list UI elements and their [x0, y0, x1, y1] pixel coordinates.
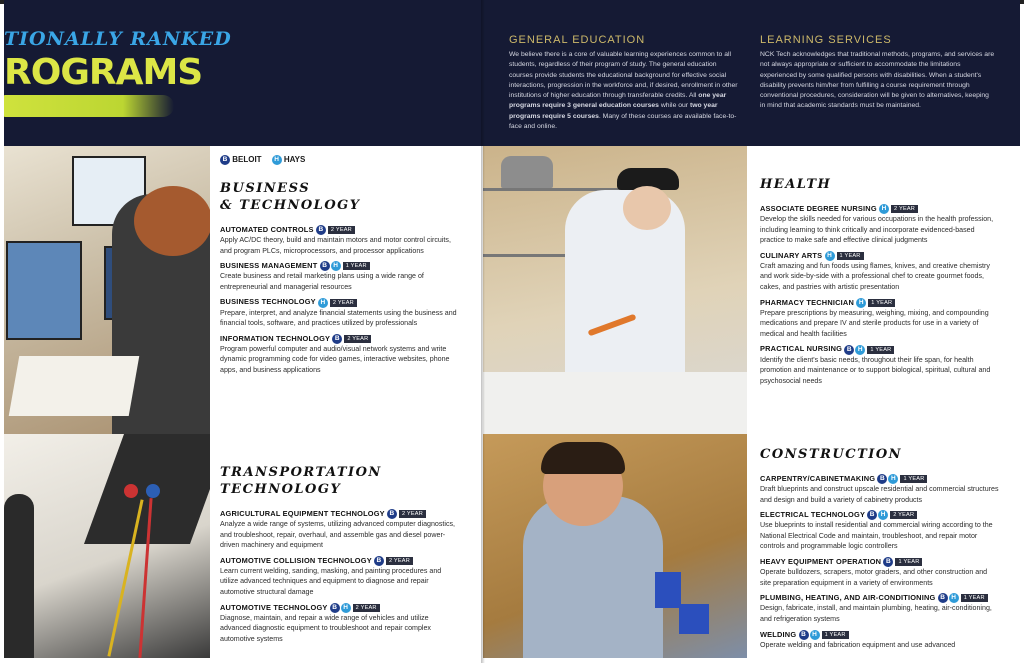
hero-line-2: ROGRAMS — [4, 52, 203, 93]
program-description: Design, fabricate, install, and maintain plumbing, heating, air-conditioning, and refrigeration systems — [760, 604, 992, 623]
beloit-campus-badge: B — [938, 593, 948, 603]
program-description: Craft amazing and fun foods using flames, knives, and creative chemistry and work side-by-side with a professional chef to create gourmet foods, cakes, and pastries with artistic presentation — [760, 261, 990, 292]
section-spacer — [220, 214, 460, 220]
program-name — [220, 334, 460, 344]
program-description: Identify the client's basic needs, throughout their life span, for health promotion and maintenance or to support biological, spiritual, cultural and psychosocial needs — [760, 355, 991, 385]
program-name — [760, 510, 1000, 520]
hays-campus-badge: H — [810, 630, 820, 640]
beloit-campus-badge: B — [316, 225, 326, 235]
program-name — [220, 509, 460, 519]
program-description: Program powerful computer and audio/visual network systems and write dynamic programming code for video games, interactive websites, phone apps, and business applications — [220, 344, 450, 374]
program-length-badge: 1 YEAR — [868, 299, 895, 307]
computer-lab-photo — [4, 146, 210, 434]
program-length-badge: 2 YEAR — [344, 335, 371, 343]
beloit-campus-badge: B — [867, 510, 877, 520]
hays-badge: H — [272, 155, 282, 165]
hays-campus-badge: H — [856, 298, 866, 308]
hvac-photo — [4, 434, 210, 658]
program-description: Operate welding and fabrication equipment and use advanced — [760, 640, 956, 649]
program-description: Apply AC/DC theory, build and maintain motors and motor control circuits, and program PLCs, microprocessors, and processor applications — [220, 236, 451, 255]
chef-face — [623, 186, 671, 230]
program-name — [220, 225, 460, 235]
electrical-photo — [483, 434, 747, 658]
program-length-badge: 2 YEAR — [399, 510, 426, 518]
hays-campus-badge: H — [341, 603, 351, 613]
program-length-badge: 1 YEAR — [837, 252, 864, 260]
program-title: PRACTICAL NURSING — [760, 344, 843, 354]
beloit-campus-badge: B — [330, 603, 340, 613]
transportation-section-title: TRANSPORTATION TECHNOLOGY — [220, 465, 382, 497]
electrical-box-icon — [655, 572, 681, 608]
hays-campus-badge: H — [878, 510, 888, 520]
program-name — [760, 298, 1000, 308]
program-title: AUTOMOTIVE COLLISION TECHNOLOGY — [220, 555, 372, 565]
section-spacer — [220, 498, 460, 504]
program-length-badge: 2 YEAR — [330, 299, 357, 307]
program-length-badge: 1 YEAR — [867, 346, 894, 354]
program-length-badge: 1 YEAR — [900, 475, 927, 483]
program-name — [760, 204, 1000, 214]
beloit-campus-badge: B — [883, 557, 893, 567]
hays-campus-badge: H — [855, 345, 865, 355]
program-name — [220, 603, 460, 613]
program-name — [760, 593, 1000, 603]
red-gauge-icon — [124, 484, 138, 498]
campus-legend — [220, 155, 305, 165]
transportation-technology-section — [220, 464, 460, 644]
program-title: AUTOMATED CONTROLS — [220, 225, 314, 234]
hays-campus-badge: H — [888, 474, 898, 484]
program-title: HEAVY EQUIPMENT OPERATION — [760, 557, 882, 567]
notebook — [9, 356, 140, 416]
beloit-campus-badge: B — [799, 630, 809, 640]
program-length-badge: 1 YEAR — [961, 594, 988, 602]
program-length-badge: 2 YEAR — [890, 511, 917, 519]
computer-monitor — [6, 241, 82, 340]
program-title: CULINARY ARTS — [760, 250, 823, 260]
construction-section-title: CONSTRUCTION — [760, 447, 903, 462]
counter — [483, 372, 747, 434]
beloit-campus-badge: B — [332, 334, 342, 344]
hays-campus-badge: H — [331, 261, 341, 271]
legend-hays: H HAYS — [272, 155, 306, 165]
student-hair — [134, 186, 210, 256]
program-description: Analyze a wide range of systems, utilizing advanced computer diagnostics, and troubleshoot, repair, overhaul, and assemble gas and diesel power-driven machinery and equipment — [220, 520, 456, 550]
general-education-text: We believe there is a core of valuable learning experiences common to all students, regardless of their program of study. The general education courses provide students the educational background for effective social interactions, progression in the workforce and, if desired, enrollment in other institutions of higher education through transferable credits. All one year programs require 3 general education courses while our two year programs require 5 courses. Many of these courses are available face-to-face and online. — [509, 51, 738, 131]
program-length-badge: 2 YEAR — [891, 205, 918, 213]
beloit-badge: B — [220, 155, 230, 165]
beloit-campus-badge: B — [320, 261, 330, 271]
program-description: Operate bulldozers, scrapers, motor graders, and other construction and site preparation equipment in a variety of environments — [760, 568, 988, 587]
culinary-photo — [483, 146, 747, 434]
program-title: PLUMBING, HEATING, AND AIR-CONDITIONING — [760, 593, 936, 603]
hays-campus-badge: H — [318, 298, 328, 308]
program-description: Draft blueprints and construct upscale residential and commercial structures and design and build a variety of cabinetry products — [760, 485, 999, 504]
program-title: ELECTRICAL TECHNOLOGY — [760, 510, 865, 520]
beloit-campus-badge: B — [387, 509, 397, 519]
program-name — [220, 556, 460, 566]
program-description: Prepare, interpret, and analyze financial statements using the business and financial tools, software, and practices utilized by professionals — [220, 308, 457, 328]
program-length-badge: 2 YEAR — [353, 604, 380, 612]
program-name — [760, 630, 1000, 640]
program-title: AGRICULTURAL EQUIPMENT TECHNOLOGY — [220, 509, 385, 518]
lime-brush-stroke — [4, 95, 174, 117]
program-name — [220, 297, 460, 307]
program-description: Develop the skills needed for various occupations in the health profession, including learning to think critically and incorporate evidenced-based practice to make safe and effective clinical judgments — [760, 215, 994, 245]
general-education-title: GENERAL EDUCATION — [509, 34, 646, 46]
program-description: Use blueprints to install residential and commercial wiring according to the National Electrical Code and maintain, troubleshoot, and repair motor controls and programmable logic controllers — [760, 521, 993, 551]
program-description: Prepare prescriptions by measuring, weighing, mixing, and compounding medications and prepare IV and sterile products for use in a variety of medical and health facilities — [760, 308, 989, 338]
program-length-badge: 2 YEAR — [328, 226, 355, 234]
program-description: Create business and retail marketing plans using a wide range of entrepreneurial and managerial resources — [220, 272, 424, 291]
program-title: ASSOCIATE DEGREE NURSING — [760, 204, 877, 213]
program-description: Learn current welding, sanding, masking, and painting procedures and utilize advanced techniques and equipment to diagnose and repair automotive structural damage — [220, 566, 442, 597]
hero-line-1: TIONALLY RANKED — [4, 28, 232, 50]
program-name — [760, 474, 1000, 484]
program-length-badge: 2 YEAR — [386, 557, 413, 565]
program-description: Diagnose, maintain, and repair a wide range of vehicles and utilize advanced diagnostic equipment to troubleshoot and repair complex automotive systems — [220, 613, 431, 643]
stock-pot — [501, 156, 553, 188]
health-section — [760, 176, 1000, 386]
hays-campus-badge: H — [949, 593, 959, 603]
program-name — [760, 251, 1000, 261]
legend-beloit: B BELOIT — [220, 155, 262, 165]
program-length-badge: 1 YEAR — [343, 262, 370, 270]
program-title: PHARMACY TECHNICIAN — [760, 297, 854, 307]
program-title: INFORMATION TECHNOLOGY — [220, 333, 331, 343]
beloit-campus-badge: B — [374, 556, 384, 566]
beloit-campus-badge: B — [844, 345, 854, 355]
student-hair-2 — [541, 442, 625, 474]
program-name — [220, 261, 460, 271]
electrical-box-2-icon — [679, 604, 709, 634]
book-gutter — [481, 0, 485, 663]
program-title: CARPENTRY/CABINETMAKING — [760, 474, 876, 483]
technician-figure — [4, 494, 34, 658]
section-spacer — [760, 463, 1000, 469]
learning-services-title: LEARNING SERVICES — [760, 34, 892, 46]
program-name — [760, 344, 1000, 354]
program-title: BUSINESS MANAGEMENT — [220, 261, 318, 271]
health-section-title: HEALTH — [760, 177, 832, 192]
hays-campus-badge: H — [825, 251, 835, 261]
business-section-title: BUSINESS & TECHNOLOGY — [220, 181, 361, 213]
program-title: BUSINESS TECHNOLOGY — [220, 297, 316, 307]
program-title: WELDING — [760, 629, 797, 639]
construction-section — [760, 446, 1000, 650]
beloit-campus-badge: B — [877, 474, 887, 484]
blue-gauge-icon — [146, 484, 160, 498]
program-length-badge: 1 YEAR — [895, 558, 922, 566]
program-name — [760, 557, 1000, 567]
program-length-badge: 1 YEAR — [822, 631, 849, 639]
hays-campus-badge: H — [879, 204, 889, 214]
learning-services-text: NCK Tech acknowledges that traditional methods, programs, and services are not always appropriate or sufficient to accommodate the limitations experienced by some qualified persons with disabilities. When a student's disability prevents him/her from fulfilling a course requirement through conventional procedures, consideration will be given to alternatives, keeping in mind that academic standards must be maintained. — [760, 51, 995, 110]
section-spacer — [760, 193, 1000, 199]
business-technology-section — [220, 180, 460, 376]
program-title: AUTOMOTIVE TECHNOLOGY — [220, 602, 328, 612]
